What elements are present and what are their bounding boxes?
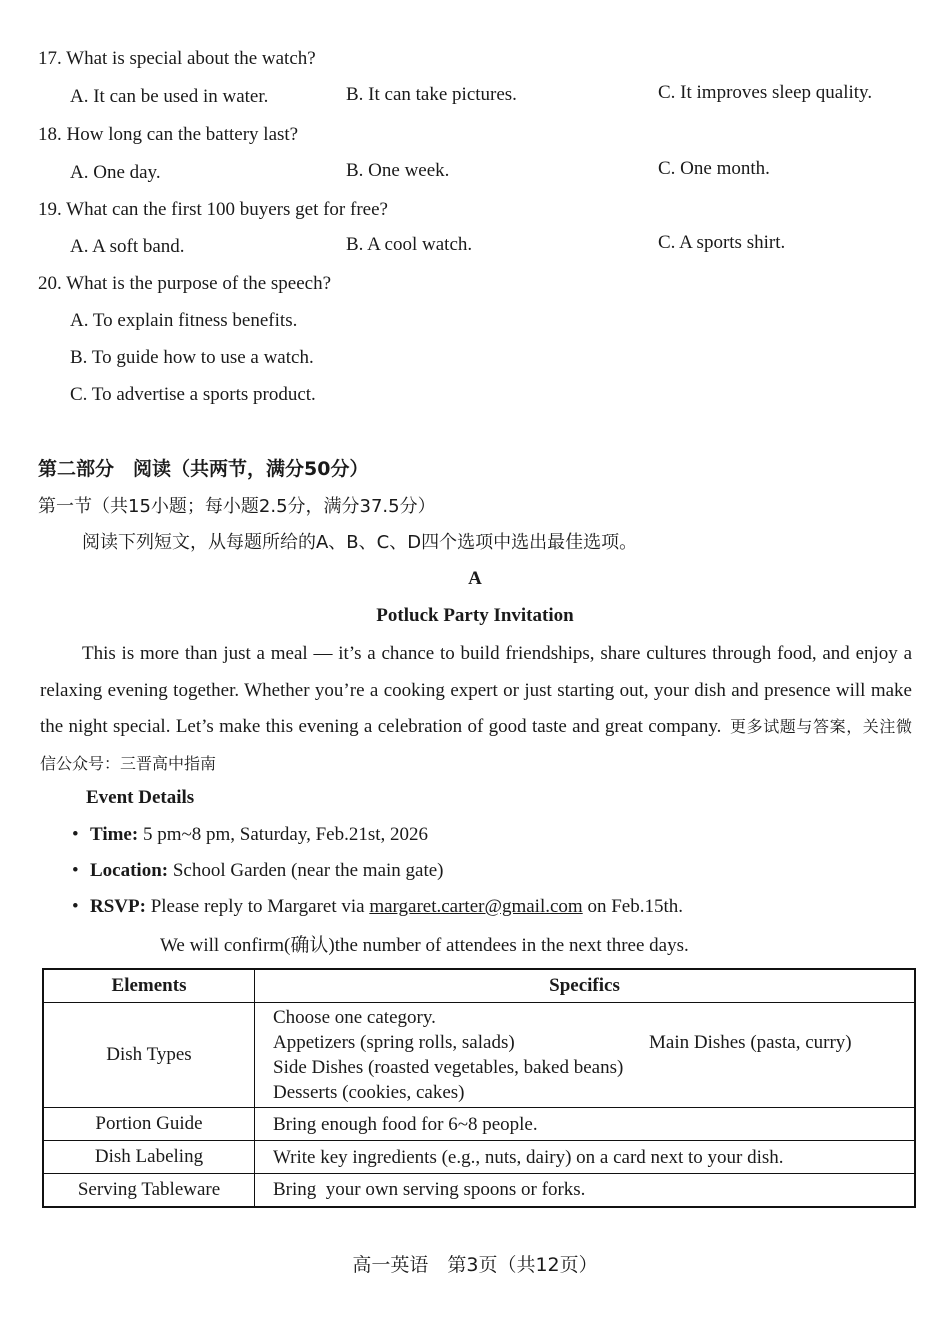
passage-letter: A <box>468 568 482 589</box>
q20-option-a: A. To explain fitness benefits. <box>70 310 298 331</box>
bullet-time <box>72 824 428 846</box>
passage-title: Potluck Party Invitation <box>376 605 574 626</box>
bullet-location <box>72 860 444 882</box>
table-header-row <box>43 969 915 1003</box>
q20-option-b: B. To guide how to use a watch. <box>70 347 314 368</box>
serving-tableware-specific: Bring your own serving spoons or forks. <box>255 1174 916 1207</box>
rsvp-email-link[interactable]: margaret.carter@gmail.com <box>369 896 583 917</box>
page-footer: 高一英语 第3页（共12页） <box>352 1254 598 1276</box>
q19-option-b: B. A cool watch. <box>346 234 473 255</box>
reading-instruction: 阅读下列短文，从每题所给的A、B、C、D四个选项中选出最佳选项。 <box>82 532 638 553</box>
dish-labeling-specific: Write key ingredients (e.g., nuts, dairy) on a card next to your dish. <box>255 1141 916 1174</box>
question-19: 19. What can the first 100 buyers get for free? <box>38 199 388 220</box>
dish-types-specifics <box>255 1003 916 1108</box>
q18-option-c: C. One month. <box>658 158 770 179</box>
q17-option-c: C. It improves sleep quality. <box>658 82 873 103</box>
q18-option-a: A. One day. <box>70 162 161 183</box>
promo-text: 更多试题与答案，关注微信公众号：三晋高中指南 <box>40 717 912 773</box>
q18-option-b: B. One week. <box>346 160 450 181</box>
location-value: School Garden (near the main gate) <box>172 860 444 881</box>
event-details-title: Event Details <box>86 787 195 808</box>
question-18: 18. How long can the battery last? <box>38 124 299 145</box>
serving-tableware-element: Serving Tableware <box>43 1174 255 1207</box>
table-row <box>43 1141 915 1174</box>
header-elements: Elements <box>43 969 255 1003</box>
part-two-heading: 第二部分 阅读（共两节，满分50分） <box>38 458 369 480</box>
question-17: 17. What is special about the watch? <box>38 48 316 69</box>
dish-types-line1: Choose one category. <box>273 1007 436 1028</box>
bullet-dot-icon: • <box>72 860 79 881</box>
dish-types-line2 <box>273 1030 914 1055</box>
passage-body-text: This is more than just a meal — it’s a chance to build friendships, share cultures through food, and enjoy a relaxing evening together. Whether you’re a cooking expert or just starting out, your dish and presence will make the night special. Let’s make this evening a celebration of good taste and great company. <box>40 643 912 737</box>
section-one-heading: 第一节（共15小题；每小题2.5分，满分37.5分） <box>38 496 436 517</box>
table-row <box>43 1108 915 1141</box>
passage-body <box>40 636 912 782</box>
main-dishes-text: Main Dishes (pasta, curry) <box>649 1032 852 1053</box>
rsvp-suffix: on Feb.15th. <box>587 896 683 917</box>
confirm-note: We will confirm(确认)the number of attendees in the next three days. <box>160 935 689 956</box>
rsvp-prefix: Please reply to Margaret via <box>150 896 365 917</box>
header-specifics: Specifics <box>255 969 916 1003</box>
desserts-text: Desserts (cookies, cakes) <box>273 1082 465 1103</box>
q17-option-b: B. It can take pictures. <box>346 84 517 105</box>
portion-guide-element: Portion Guide <box>43 1108 255 1141</box>
question-20: 20. What is the purpose of the speech? <box>38 273 332 294</box>
portion-guide-specific: Bring enough food for 6~8 people. <box>255 1108 916 1141</box>
q19-option-a: A. A soft band. <box>70 236 185 257</box>
q17-option-a: A. It can be used in water. <box>70 86 269 107</box>
location-label: Location: <box>90 860 169 881</box>
specifics-table <box>42 968 916 1208</box>
time-value: 5 pm~8 pm, Saturday, Feb.21st, 2026 <box>142 824 429 845</box>
dish-types-element: Dish Types <box>43 1003 255 1108</box>
time-label: Time: <box>90 824 139 845</box>
q20-option-c: C. To advertise a sports product. <box>70 384 316 405</box>
bullet-dot-icon: • <box>72 824 79 845</box>
table-row <box>43 1003 915 1108</box>
rsvp-label: RSVP: <box>90 896 146 917</box>
q19-option-c: C. A sports shirt. <box>658 232 786 253</box>
table-row <box>43 1174 915 1207</box>
appetizers-text: Appetizers (spring rolls, salads) <box>273 1032 515 1053</box>
side-dishes-text: Side Dishes (roasted vegetables, baked beans) <box>273 1057 624 1078</box>
bullet-dot-icon: • <box>72 896 79 917</box>
bullet-rsvp <box>72 896 683 918</box>
dish-labeling-element: Dish Labeling <box>43 1141 255 1174</box>
